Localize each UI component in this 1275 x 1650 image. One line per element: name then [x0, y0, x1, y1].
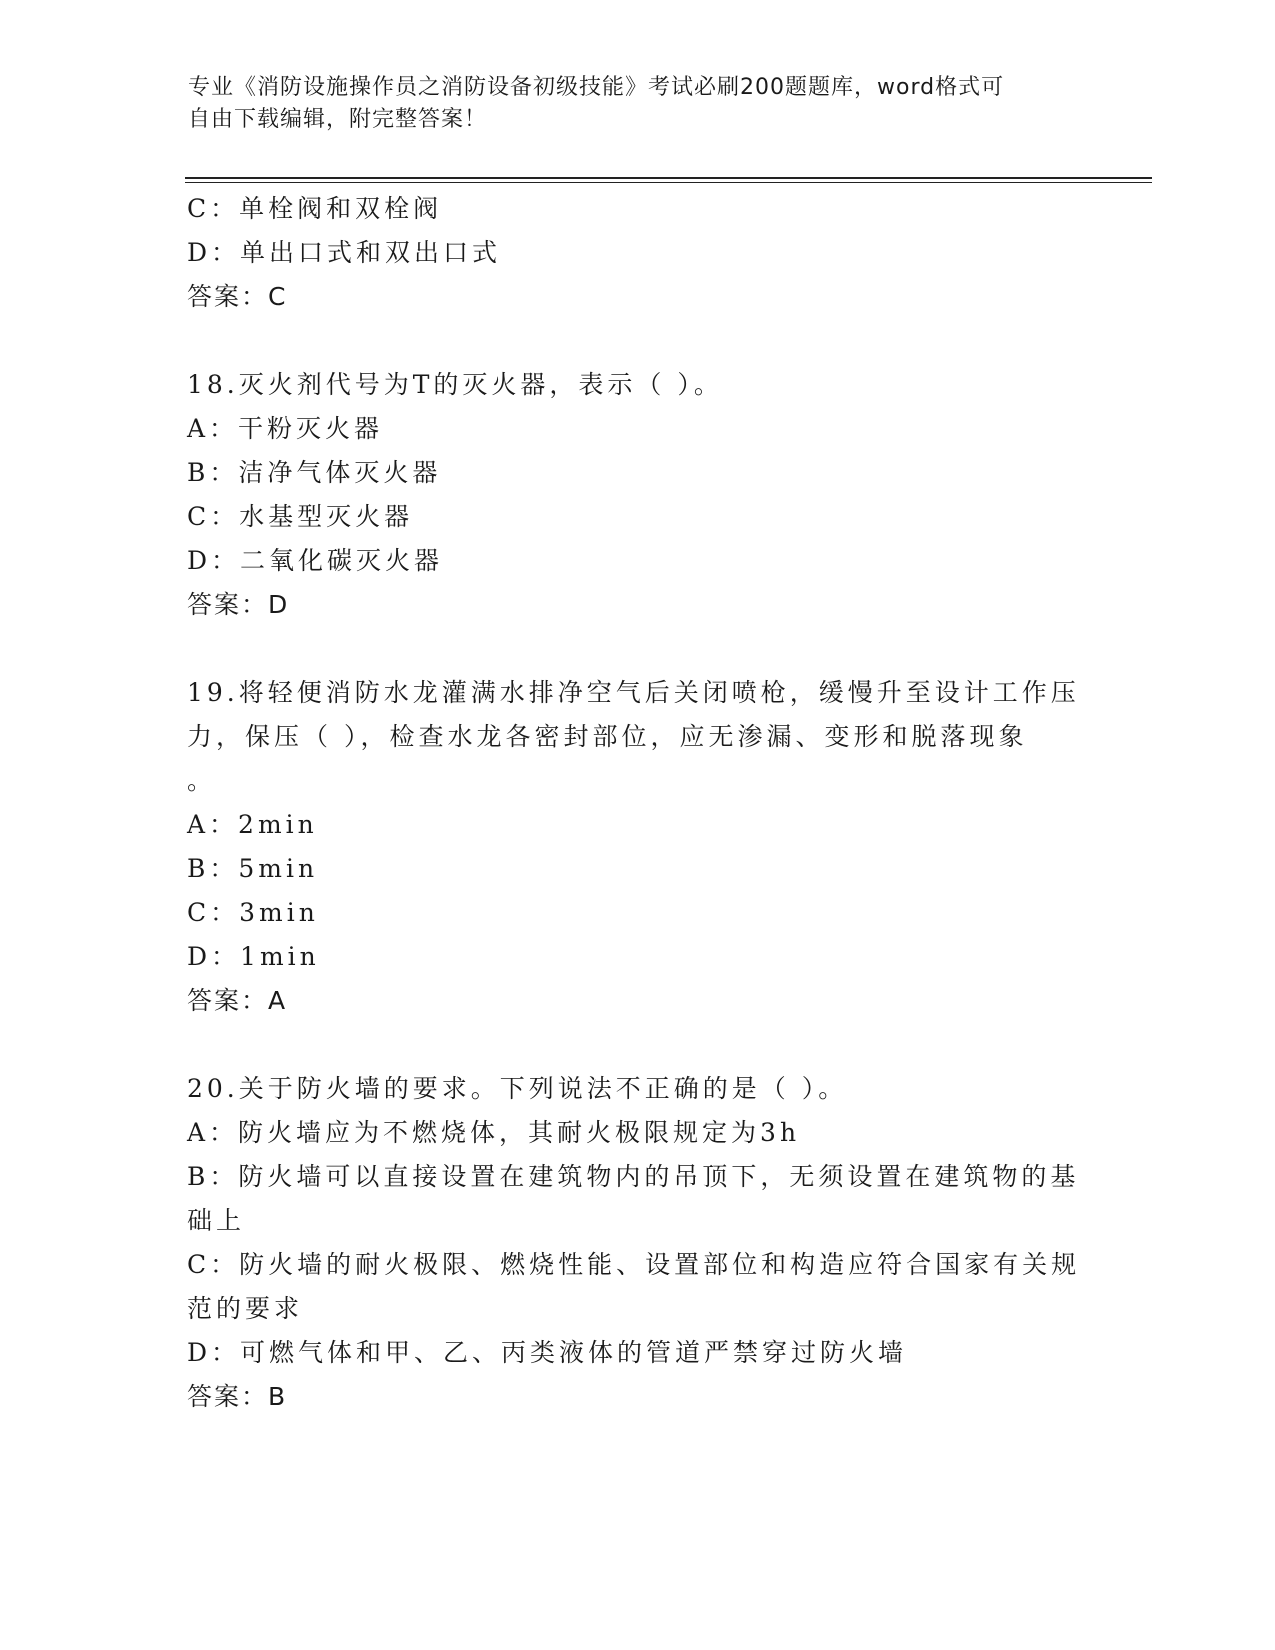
q19-option-b: B：5min — [187, 854, 319, 883]
prev-option-c: C：单栓阀和双栓阀 — [187, 194, 443, 223]
prev-option-d: D：单出口式和双出口式 — [187, 238, 502, 267]
q20-option-b-line-1: B：防火墙可以直接设置在建筑物内的吊顶下，无须设置在建筑物的基 — [187, 1162, 1080, 1191]
header-divider-thin — [185, 182, 1152, 183]
q20-option-c-line-2: 范的要求 — [187, 1294, 304, 1323]
q19-option-c: C：3min — [187, 898, 319, 927]
q20-option-d: D：可燃气体和甲、乙、丙类液体的管道严禁穿过防火墙 — [187, 1338, 908, 1367]
q18-answer: 答案：D — [187, 590, 290, 619]
q19-stem-line-1: 19.将轻便消防水龙灌满水排净空气后关闭喷枪，缓慢升至设计工作压 — [187, 678, 1080, 707]
q20-answer: 答案：B — [187, 1382, 288, 1411]
q18-option-a: A：干粉灭火器 — [187, 414, 384, 443]
q18-option-d: D：二氧化碳灭火器 — [187, 546, 444, 575]
q20-stem: 20.关于防火墙的要求。下列说法不正确的是（ ）。 — [187, 1074, 848, 1103]
q20-option-a: A：防火墙应为不燃烧体，其耐火极限规定为3h — [187, 1118, 801, 1147]
q18-stem: 18.灭火剂代号为T的灭火器，表示（ ）。 — [187, 370, 723, 399]
q19-option-a: A：2min — [187, 810, 318, 839]
q19-answer: 答案：A — [187, 986, 288, 1015]
q19-stem-line-2: 力，保压（ ），检查水龙各密封部位，应无渗漏、变形和脱落现象 — [187, 722, 1028, 751]
prev-answer: 答案：C — [187, 282, 288, 311]
page-header — [188, 72, 1068, 136]
q19-stem-line-3: 。 — [187, 766, 217, 795]
q20-option-b-line-2: 础上 — [187, 1206, 246, 1235]
q20-option-c-line-1: C：防火墙的耐火极限、燃烧性能、设置部位和构造应符合国家有关规 — [187, 1250, 1081, 1279]
q18-option-b: B：洁净气体灭火器 — [187, 458, 442, 487]
q18-option-c: C：水基型灭火器 — [187, 502, 414, 531]
header-line-1: 专业《消防设施操作员之消防设备初级技能》考试必刷200题题库，word格式可 — [188, 75, 1005, 100]
header-line-2: 自由下载编辑，附完整答案！ — [188, 107, 488, 132]
header-divider-thick — [185, 177, 1152, 179]
q19-option-d: D：1min — [187, 942, 320, 971]
